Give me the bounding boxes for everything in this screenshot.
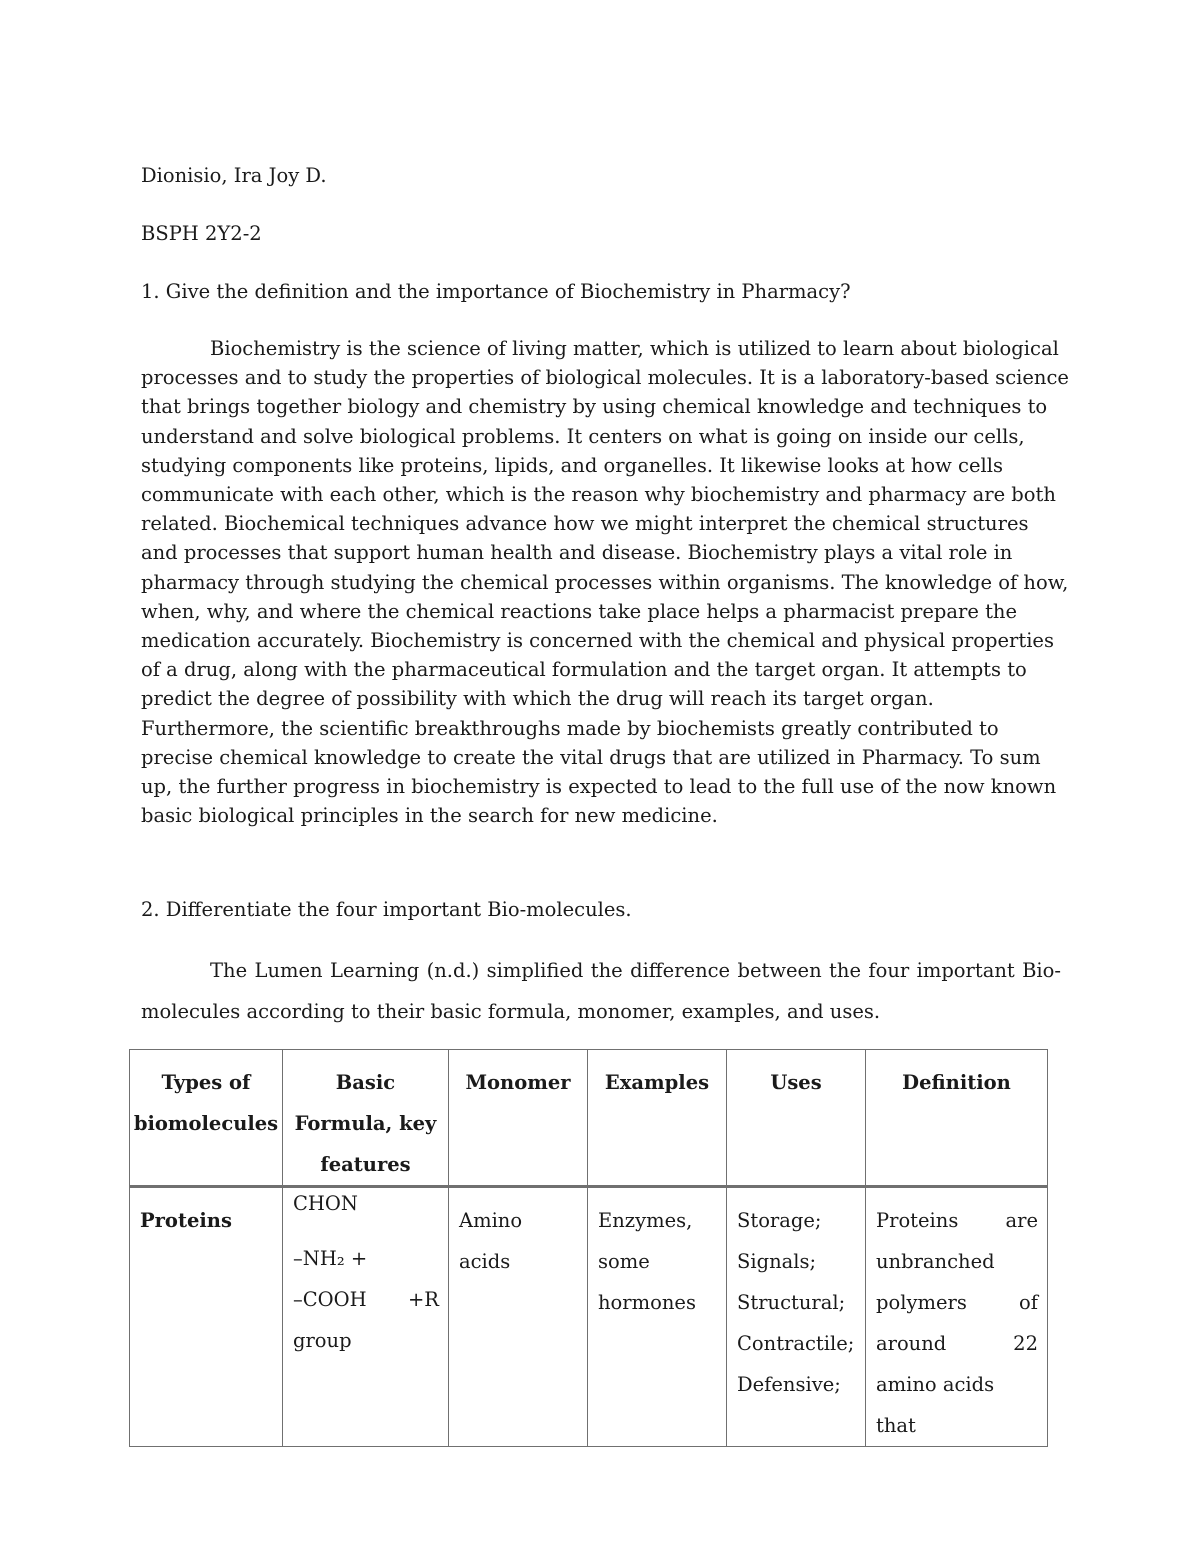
formula-line-split	[293, 1279, 439, 1320]
examples-line: hormones	[598, 1291, 696, 1314]
cell-definition	[866, 1187, 1048, 1447]
header-uses	[727, 1050, 866, 1187]
definition-line-split	[876, 1282, 1038, 1323]
definition-part: are	[1005, 1209, 1038, 1232]
header-examples	[588, 1050, 727, 1187]
header-definition	[866, 1050, 1048, 1187]
cell-type-label: Proteins	[140, 1209, 232, 1232]
header-uses-label: Uses	[770, 1071, 822, 1094]
header-types-line: Types of	[161, 1071, 251, 1094]
header-monomer-label: Monomer	[465, 1071, 571, 1094]
header-monomer	[449, 1050, 588, 1187]
header-types	[130, 1050, 283, 1187]
header-basic-formula	[283, 1050, 449, 1187]
cell-uses	[727, 1187, 866, 1447]
question-1-prompt: 1. Give the definition and the importance of Biochemistry in Pharmacy?	[141, 280, 851, 303]
uses-line: Defensive;	[737, 1373, 841, 1396]
header-formula-line: Basic	[335, 1071, 396, 1094]
definition-line: unbranched	[876, 1250, 995, 1273]
monomer-line: acids	[459, 1250, 511, 1273]
student-name: Dionisio, Ira Joy D.	[141, 164, 327, 187]
formula-part: –COOH	[293, 1288, 367, 1311]
uses-line: Contractile;	[737, 1332, 855, 1355]
header-formula-line: features	[320, 1153, 411, 1176]
definition-part: Proteins	[876, 1209, 959, 1232]
header-definition-label: Definition	[902, 1071, 1011, 1094]
definition-part: of	[1019, 1291, 1038, 1314]
cell-type	[130, 1187, 283, 1447]
formula-line: CHON	[293, 1192, 358, 1215]
biomolecules-table	[129, 1049, 1048, 1447]
question-2-intro: The Lumen Learning (n.d.) simplified the difference between the four important Bio-molecules according to their basic formula, monomer, examples, and uses.	[141, 959, 1061, 1023]
formula-part: +R	[407, 1288, 439, 1311]
formula-line: –NH₂ +	[293, 1247, 368, 1270]
definition-part: polymers	[876, 1291, 967, 1314]
definition-line: amino acids that	[876, 1373, 995, 1437]
header-formula-line: Formula, key	[294, 1112, 437, 1135]
definition-part: around	[876, 1332, 947, 1355]
uses-line: Storage;	[737, 1209, 822, 1232]
uses-line: Structural;	[737, 1291, 846, 1314]
cell-monomer	[449, 1187, 588, 1447]
uses-line: Signals;	[737, 1250, 817, 1273]
examples-line: Enzymes,	[598, 1209, 693, 1232]
table-header-row	[130, 1050, 1048, 1187]
header-examples-label: Examples	[604, 1071, 710, 1094]
table-row	[130, 1187, 1048, 1447]
question-2-prompt: 2. Differentiate the four important Bio-molecules.	[141, 898, 632, 921]
examples-line: some	[598, 1250, 650, 1273]
student-section: BSPH 2Y2-2	[141, 222, 262, 245]
formula-spacer	[293, 1220, 439, 1238]
header-types-line: biomolecules	[133, 1112, 279, 1135]
question-1-answer: Biochemistry is the science of living matter, which is utilized to learn about biological processes and to study the properties of biological molecules. It is a laboratory-based science that brings together biology and chemistry by using chemical knowledge and techniques to understand and solve biological problems. It centers on what is going on inside our cells, studying components like proteins, lipids, and organelles. It likewise looks at how cells communicate with each other, which is the reason why biochemistry and pharmacy are both related. Biochemical techniques advance how we might interpret the chemical structures and processes that support human health and disease. Biochemistry plays a vital role in pharmacy through studying the chemical processes within organisms. The knowledge of how, when, why, and where the chemical reactions take place helps a pharmacist prepare the medication accurately. Biochemistry is concerned with the chemical and physical properties of a drug, along with the pharmaceutical formulation and the target organ. It attempts to predict the degree of possibility with which the drug will reach its target organ. Furthermore, the scientific breakthroughs made by biochemists greatly contributed to precise chemical knowledge to create the vital drugs that are utilized in Pharmacy. To sum up, the further progress in biochemistry is expected to lead to the full use of the now known basic biological principles in the search for new medicine.	[141, 337, 1069, 828]
definition-line-split	[876, 1323, 1038, 1364]
monomer-line: Amino	[459, 1209, 523, 1232]
cell-examples	[588, 1187, 727, 1447]
definition-part: 22	[1013, 1332, 1038, 1355]
definition-line-split	[876, 1200, 1038, 1241]
cell-formula	[283, 1187, 449, 1447]
formula-line: group	[293, 1329, 352, 1352]
